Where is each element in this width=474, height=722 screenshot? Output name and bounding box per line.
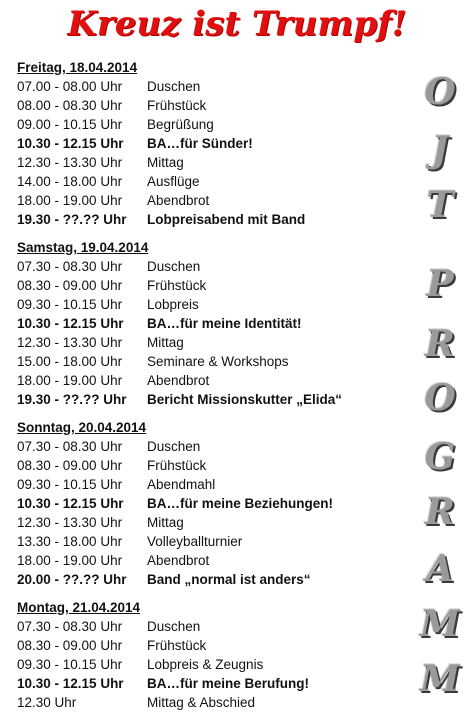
- time-slot: 07.30 - 08.30 Uhr: [17, 439, 123, 454]
- schedule: [17, 58, 412, 721]
- schedule-row-highlight: [17, 570, 412, 589]
- side-letter: R: [425, 323, 455, 365]
- page-title: Kreuz ist Trumpf!: [67, 4, 407, 44]
- activity: Mittag: [147, 515, 184, 530]
- activity: Duschen: [147, 79, 201, 94]
- side-letter: M: [420, 603, 460, 645]
- activity: Duschen: [147, 259, 201, 274]
- time-slot: 18.00 - 19.00 Uhr: [17, 553, 123, 568]
- side-letter: A: [426, 548, 454, 590]
- activity: BA…für meine Beziehungen!: [147, 496, 334, 511]
- schedule-row: [17, 456, 412, 475]
- activity: Ausflüge: [147, 174, 200, 189]
- activity: Lobpreis & Zeugnis: [147, 657, 264, 672]
- side-letter: R: [425, 491, 455, 533]
- activity: Frühstück: [147, 638, 207, 653]
- time-slot: 12.30 - 13.30 Uhr: [17, 515, 123, 530]
- time-slot: 08.30 - 09.00 Uhr: [17, 278, 123, 293]
- schedule-row: [17, 333, 412, 352]
- activity: Abendbrot: [147, 373, 210, 388]
- activity: Seminare & Workshops: [147, 354, 289, 369]
- time-slot: 20.00 - ??.?? Uhr: [17, 572, 127, 587]
- time-slot: 19.30 - ??.?? Uhr: [17, 392, 127, 407]
- activity: Duschen: [147, 439, 201, 454]
- side-letter: O: [424, 377, 456, 419]
- schedule-row: [17, 153, 412, 172]
- schedule-row-highlight: [17, 134, 412, 153]
- schedule-row-highlight: [17, 674, 412, 693]
- time-slot: 09.30 - 10.15 Uhr: [17, 297, 123, 312]
- time-slot: 07.30 - 08.30 Uhr: [17, 259, 123, 274]
- side-letter: O: [424, 71, 456, 113]
- schedule-row: [17, 257, 412, 276]
- time-slot: 10.30 - 12.15 Uhr: [17, 136, 124, 151]
- time-slot: 12.30 - 13.30 Uhr: [17, 155, 123, 170]
- schedule-row: [17, 115, 412, 134]
- activity: BA…für meine Identität!: [147, 316, 302, 331]
- schedule-row: [17, 636, 412, 655]
- side-letter: P: [426, 263, 454, 305]
- activity: Frühstück: [147, 458, 207, 473]
- side-letter: M: [420, 658, 460, 700]
- activity: Begrüßung: [147, 117, 214, 132]
- day-heading: Samstag, 19.04.2014: [17, 240, 149, 255]
- schedule-row: [17, 475, 412, 494]
- schedule-row: [17, 437, 412, 456]
- activity: Abendbrot: [147, 553, 210, 568]
- time-slot: 10.30 - 12.15 Uhr: [17, 496, 124, 511]
- schedule-row: [17, 172, 412, 191]
- side-letter: T: [426, 184, 454, 226]
- schedule-row: [17, 532, 412, 551]
- activity: Frühstück: [147, 98, 207, 113]
- day-heading: Montag, 21.04.2014: [17, 600, 141, 615]
- schedule-row: [17, 295, 412, 314]
- day-block-friday: [17, 58, 412, 229]
- time-slot: 13.30 - 18.00 Uhr: [17, 534, 123, 549]
- day-block-monday: [17, 598, 412, 712]
- schedule-row-highlight: [17, 494, 412, 513]
- activity: BA…für Sünder!: [147, 136, 253, 151]
- schedule-row: [17, 513, 412, 532]
- time-slot: 08.30 - 09.00 Uhr: [17, 638, 123, 653]
- time-slot: 09.00 - 10.15 Uhr: [17, 117, 123, 132]
- activity: Abendmahl: [147, 477, 216, 492]
- time-slot: 08.30 - 09.00 Uhr: [17, 458, 123, 473]
- time-slot: 10.30 - 12.15 Uhr: [17, 676, 124, 691]
- schedule-row: [17, 352, 412, 371]
- schedule-row-highlight: [17, 314, 412, 333]
- time-slot: 07.00 - 08.00 Uhr: [17, 79, 123, 94]
- activity: Frühstück: [147, 278, 207, 293]
- schedule-row: [17, 191, 412, 210]
- schedule-row: [17, 617, 412, 636]
- time-slot: 10.30 - 12.15 Uhr: [17, 316, 124, 331]
- time-slot: 12.30 - 13.30 Uhr: [17, 335, 123, 350]
- time-slot: 18.00 - 19.00 Uhr: [17, 373, 123, 388]
- time-slot: 18.00 - 19.00 Uhr: [17, 193, 123, 208]
- schedule-row: [17, 77, 412, 96]
- day-heading: Freitag, 18.04.2014: [17, 60, 138, 75]
- time-slot: 09.30 - 10.15 Uhr: [17, 657, 123, 672]
- time-slot: 12.30 Uhr: [17, 695, 77, 710]
- day-block-saturday: [17, 238, 412, 409]
- schedule-row: [17, 655, 412, 674]
- day-heading: Sonntag, 20.04.2014: [17, 420, 147, 435]
- time-slot: 07.30 - 08.30 Uhr: [17, 619, 123, 634]
- time-slot: 19.30 - ??.?? Uhr: [17, 212, 127, 227]
- schedule-row: [17, 96, 412, 115]
- activity: Volleyballturnier: [147, 534, 243, 549]
- activity: Abendbrot: [147, 193, 210, 208]
- time-slot: 15.00 - 18.00 Uhr: [17, 354, 123, 369]
- schedule-row: [17, 551, 412, 570]
- schedule-row-highlight: [17, 210, 412, 229]
- schedule-row: [17, 371, 412, 390]
- activity: Lobpreis: [147, 297, 199, 312]
- activity: Mittag & Abschied: [147, 695, 256, 710]
- activity: Mittag: [147, 155, 184, 170]
- activity: Duschen: [147, 619, 201, 634]
- time-slot: 09.30 - 10.15 Uhr: [17, 477, 123, 492]
- activity: BA…für meine Berufung!: [147, 676, 309, 691]
- activity: Bericht Missionskutter „Elida“: [147, 392, 343, 407]
- time-slot: 08.00 - 08.30 Uhr: [17, 98, 123, 113]
- schedule-row: [17, 276, 412, 295]
- side-letter: J: [431, 129, 449, 171]
- time-slot: 14.00 - 18.00 Uhr: [17, 174, 123, 189]
- schedule-row-highlight: [17, 390, 412, 409]
- schedule-row: [17, 693, 412, 712]
- activity: Band „normal ist anders“: [147, 572, 311, 587]
- activity: Mittag: [147, 335, 184, 350]
- activity: Lobpreisabend mit Band: [147, 212, 306, 227]
- day-block-sunday: [17, 418, 412, 589]
- side-letter: G: [424, 436, 456, 478]
